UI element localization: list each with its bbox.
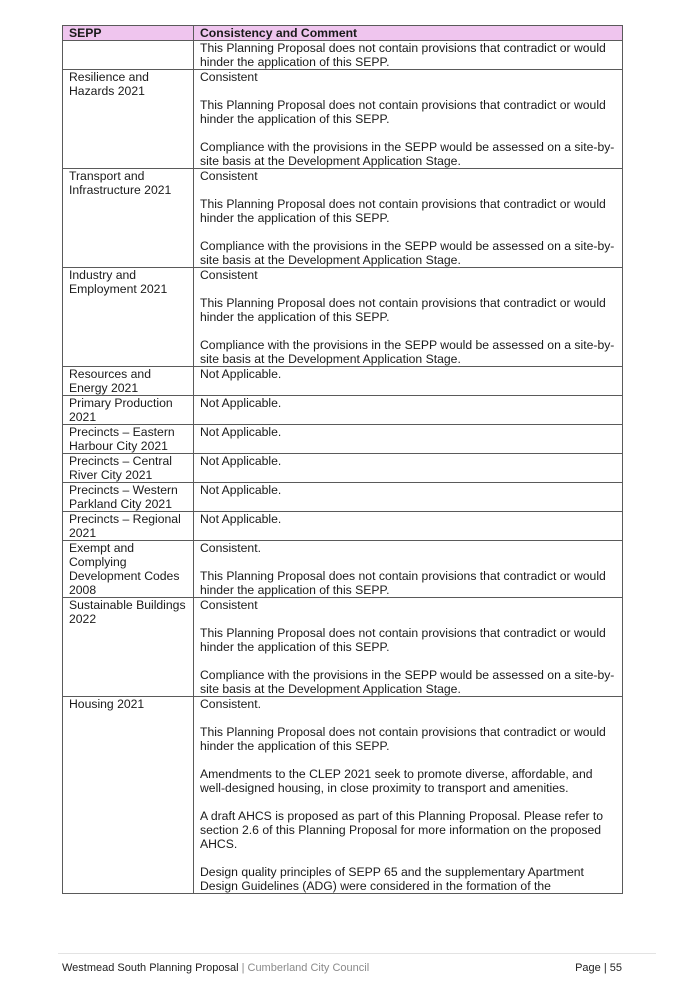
table-row — [63, 483, 623, 512]
comment-paragraph: Not Applicable. — [200, 425, 282, 439]
comment-paragraph: Design quality principles of SEPP 65 and the supplementary Apartment Design Guidelines (ADG) were considered in the formation of the — [200, 865, 584, 893]
comment-paragraph: This Planning Proposal does not contain provisions that contradict or would hinder the application of this SEPP. — [200, 197, 606, 225]
sepp-name-cell: Precincts – Western Parkland City 2021 — [63, 483, 194, 512]
sepp-name-cell: Precincts – Regional 2021 — [63, 512, 194, 541]
sepp-name-cell: Transport and Infrastructure 2021 — [63, 169, 194, 268]
comment-cell — [194, 268, 623, 367]
comment-paragraph: This Planning Proposal does not contain provisions that contradict or would hinder the application of this SEPP. — [200, 41, 606, 69]
page-footer — [62, 962, 622, 975]
sepp-name-cell: Industry and Employment 2021 — [63, 268, 194, 367]
header-consistency-comment: Consistency and Comment — [194, 26, 623, 41]
comment-cell — [194, 598, 623, 697]
sepp-name-cell: Primary Production 2021 — [63, 396, 194, 425]
sepp-name-cell: Resources and Energy 2021 — [63, 367, 194, 396]
footer-document-title: Westmead South Planning Proposal — [62, 962, 239, 974]
comment-cell — [194, 454, 623, 483]
comment-cell — [194, 70, 623, 169]
table-header — [63, 26, 623, 41]
table-row — [63, 425, 623, 454]
table-row — [63, 512, 623, 541]
table-row — [63, 41, 623, 70]
table-row — [63, 396, 623, 425]
comment-cell — [194, 41, 623, 70]
footer-divider — [58, 953, 656, 954]
table-row — [63, 454, 623, 483]
header-sepp: SEPP — [63, 26, 194, 41]
sepp-consistency-table — [62, 25, 623, 894]
table-row — [63, 541, 623, 598]
comment-cell — [194, 169, 623, 268]
comment-cell — [194, 512, 623, 541]
comment-paragraph: Compliance with the provisions in the SEPP would be assessed on a site-by-site basis at the Development Application Stage. — [200, 338, 615, 366]
sepp-name-cell — [63, 41, 194, 70]
table-row — [63, 268, 623, 367]
comment-paragraph: Not Applicable. — [200, 396, 282, 410]
comment-paragraph: Compliance with the provisions in the SEPP would be assessed on a site-by-site basis at the Development Application Stage. — [200, 140, 615, 168]
comment-paragraph: Not Applicable. — [200, 367, 282, 381]
comment-paragraph: Consistent — [200, 598, 258, 612]
footer-organisation: Cumberland City Council — [247, 962, 370, 974]
sepp-name-cell: Precincts – Central River City 2021 — [63, 454, 194, 483]
table-row — [63, 598, 623, 697]
comment-paragraph: Compliance with the provisions in the SEPP would be assessed on a site-by-site basis at the Development Application Stage. — [200, 668, 615, 696]
sepp-name-cell: Precincts – Eastern Harbour City 2021 — [63, 425, 194, 454]
comment-paragraph: Compliance with the provisions in the SEPP would be assessed on a site-by-site basis at the Development Application Stage. — [200, 239, 615, 267]
comment-paragraph: Consistent — [200, 169, 258, 183]
comment-paragraph: Not Applicable. — [200, 512, 282, 526]
comment-paragraph: Not Applicable. — [200, 483, 282, 497]
table-body — [63, 41, 623, 894]
comment-cell — [194, 396, 623, 425]
comment-paragraph: This Planning Proposal does not contain provisions that contradict or would hinder the application of this SEPP. — [200, 98, 606, 126]
comment-paragraph: This Planning Proposal does not contain provisions that contradict or would hinder the application of this SEPP. — [200, 569, 606, 597]
comment-cell — [194, 483, 623, 512]
comment-paragraph: Not Applicable. — [200, 454, 282, 468]
table-header-row — [63, 26, 623, 41]
comment-paragraph: Consistent — [200, 70, 258, 84]
table-row — [63, 367, 623, 396]
comment-paragraph: Consistent. — [200, 697, 261, 711]
page-number: Page | 55 — [575, 962, 622, 974]
comment-paragraph: This Planning Proposal does not contain provisions that contradict or would hinder the application of this SEPP. — [200, 296, 606, 324]
sepp-name-cell: Sustainable Buildings 2022 — [63, 598, 194, 697]
table-row — [63, 70, 623, 169]
comment-paragraph: Consistent. — [200, 541, 261, 555]
sepp-name-cell: Resilience and Hazards 2021 — [63, 70, 194, 169]
comment-cell — [194, 367, 623, 396]
footer-separator: | — [241, 962, 245, 974]
comment-paragraph: This Planning Proposal does not contain provisions that contradict or would hinder the application of this SEPP. — [200, 626, 606, 654]
comment-paragraph: This Planning Proposal does not contain provisions that contradict or would hinder the application of this SEPP. — [200, 725, 606, 753]
comment-cell — [194, 425, 623, 454]
sepp-name-cell: Housing 2021 — [63, 697, 194, 894]
comment-cell — [194, 541, 623, 598]
table-row — [63, 169, 623, 268]
sepp-name-cell: Exempt and Complying Development Codes 2008 — [63, 541, 194, 598]
comment-paragraph: Consistent — [200, 268, 258, 282]
comment-paragraph: Amendments to the CLEP 2021 seek to promote diverse, affordable, and well-designed housing, in close proximity to transport and amenities. — [200, 767, 593, 795]
comment-cell — [194, 697, 623, 894]
table-row — [63, 697, 623, 894]
comment-paragraph: A draft AHCS is proposed as part of this Planning Proposal. Please refer to section 2.6 of this Planning Proposal for more information on the proposed AHCS. — [200, 809, 604, 851]
